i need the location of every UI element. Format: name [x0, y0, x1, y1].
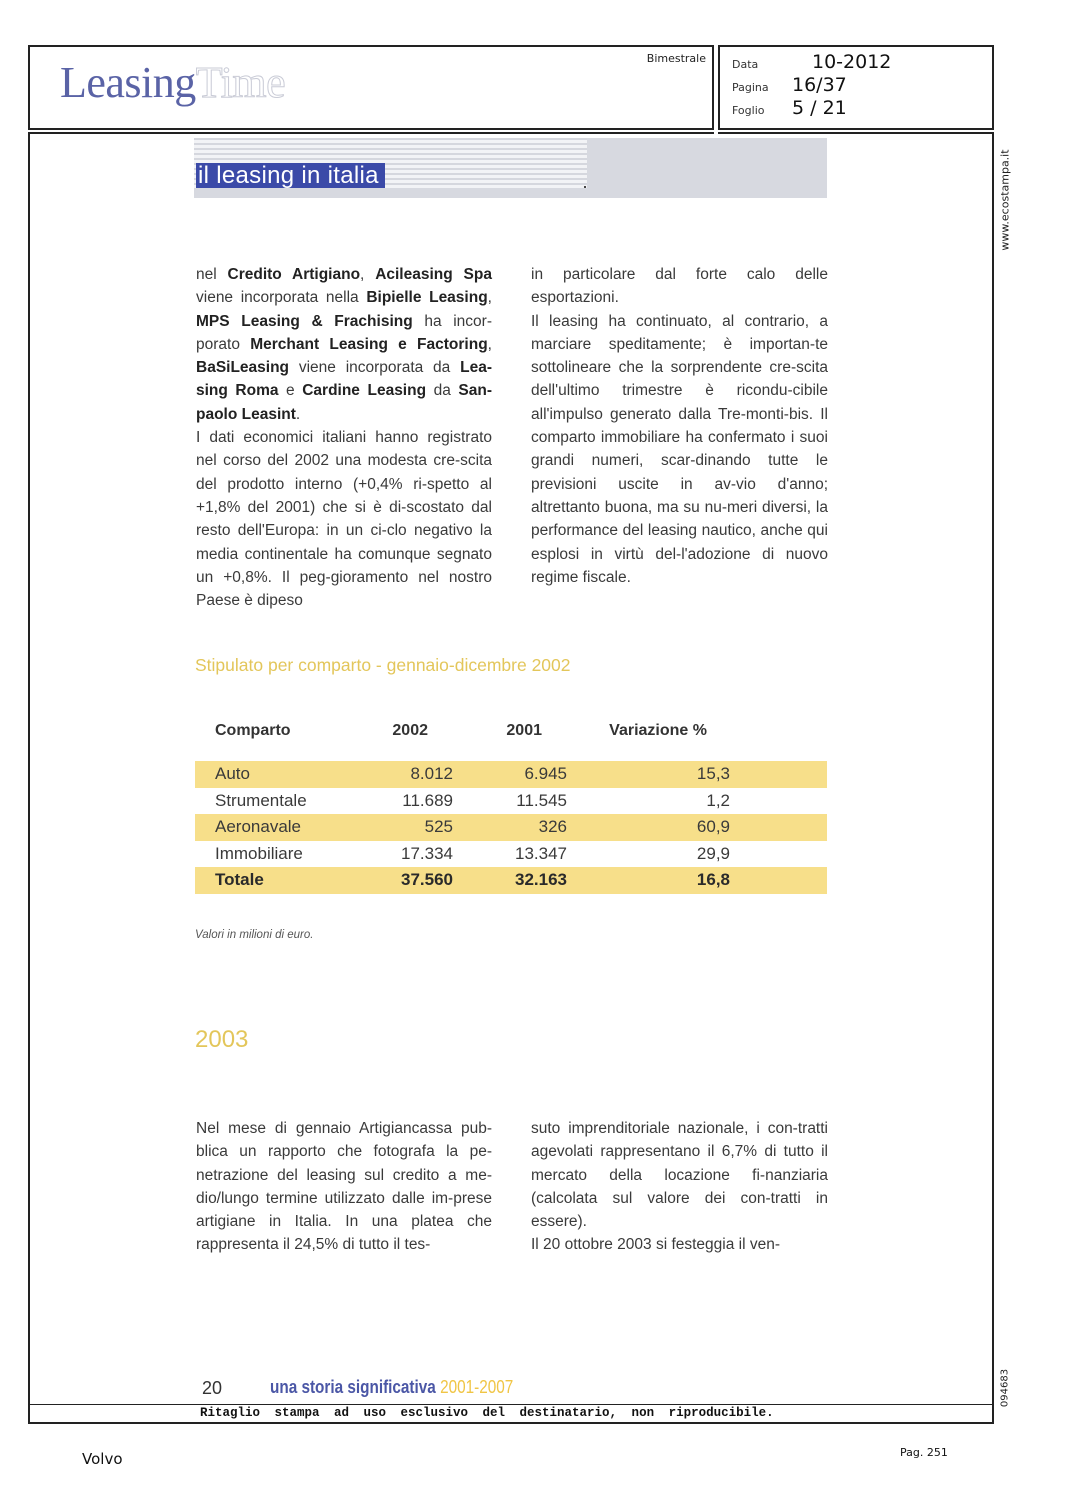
table-row [195, 788, 827, 815]
frequency-label: Bimestrale [646, 52, 706, 65]
cell-variazione: 16,8 [696, 870, 730, 890]
text-run: viene incorporata nella [196, 289, 367, 307]
meta-date [732, 51, 891, 73]
publication-logo [60, 58, 286, 107]
paragraph-artigiancassa: Nel mese di gennaio Artigiancassa pub-blica un rapporto che fotografa la pe-netrazione del leasing sul credito a me-dio/lungo termine utilizzato dalle im-prese artigiane in Italia. In una platea che rappresenta il 24,5% di tutto il tes- [196, 1120, 492, 1254]
article2-column-left [196, 1117, 492, 1257]
header-meta-box [718, 45, 994, 130]
cell-variazione: 1,2 [706, 790, 730, 810]
side-code [996, 1365, 1014, 1410]
clip-notice: Ritaglio stampa ad uso esclusivo del destinatario, non riproducibile. [200, 1406, 774, 1420]
table-total-row [195, 867, 827, 894]
cell-2002: 17.334 [401, 843, 453, 863]
year-heading: 2003 [195, 1026, 249, 1053]
header-comparto: Comparto [215, 722, 291, 739]
section-title: il leasing in italia [196, 163, 385, 188]
page-number: 20 [202, 1378, 223, 1398]
text-run: , [360, 266, 376, 283]
company-name: BaSiLeasing [196, 359, 290, 377]
cell-2002: 11.689 [402, 790, 453, 810]
table-row [195, 761, 827, 788]
text-run: viene incorporata da [289, 359, 461, 377]
table-header-row [195, 719, 827, 743]
text-run: . [295, 405, 301, 423]
cell-2002: 8.012 [410, 764, 453, 784]
table-row [195, 814, 827, 841]
company-name: Acileasing Spa [375, 266, 492, 283]
company-name: San-paolo Leasint [196, 382, 493, 423]
meta-page-label: Pagina [732, 81, 769, 94]
series-name: una storia significativa [270, 1377, 436, 1397]
cell-variazione: 60,9 [696, 817, 730, 837]
text-run: e [278, 382, 303, 400]
paragraph-ottobre: Il 20 ottobre 2003 si festeggia il ven- [531, 1236, 781, 1254]
client-name: Volvo [82, 1450, 123, 1468]
cell-variazione: 29,9 [696, 843, 730, 863]
logo-leasing: Leasing [60, 58, 196, 107]
article2-column-right [531, 1117, 828, 1257]
meta-sheet-value: 5 / 21 [792, 97, 847, 119]
cell-comparto: Totale [215, 870, 264, 890]
company-name: Bipielle Leasing [366, 289, 488, 307]
text-run: , [487, 289, 492, 307]
side-url-text: www.ecostampa.it [998, 149, 1012, 251]
cell-2001: 6.945 [524, 764, 567, 784]
company-name: MPS Leasing & Frachising [196, 312, 413, 330]
header-2002: 2002 [392, 722, 428, 739]
series-years: 2001-2007 [440, 1377, 514, 1397]
paragraph-leasing-growth: Il leasing ha continuato, al contrario, a marciare speditamente; è importan-te sottolineare che la sorprendente cre-scita dell'ultimo trimestre è ricondu-cibile all'impulso generato dalla Tre-monti-bis. Il comparto immobiliare ha confermato i suoi grandi numeri, scar-dinando tutte le previsioni uscite in av-vio d'anno; altrettanto buona, ma su nu-meri diversi, la performance del leasing nautico, anche qui esplosi in virtù del-l'adozione di nuovo regime fiscale. [531, 312, 828, 586]
table-row [195, 841, 827, 868]
side-code-text: 094683 [999, 1368, 1011, 1407]
cell-comparto: Immobiliare [215, 843, 303, 863]
paragraph-economy: I dati economici italiani hanno registrato nel corso del 2002 una modesta cre-scita del prodotto interno (+0,4% ri-spetto al +1,8% del 2001) che si è di-scostato dal resto dell'Europa: in un ci-clo negativo la media continentale ha comunque segnato un +0,8%. Il peg-gioramento nel nostro Paese è dipeso [196, 429, 492, 610]
cell-2001: 13.347 [515, 843, 567, 863]
table-title: Stipulato per comparto - gennaio-dicembre 2002 [195, 655, 571, 675]
meta-sheet [732, 97, 847, 119]
paragraph-companies [196, 263, 492, 426]
header-variazione: Variazione % [609, 722, 707, 739]
header-masthead [28, 45, 714, 130]
meta-page [732, 74, 847, 96]
table-spacer [195, 743, 827, 761]
cell-comparto: Auto [215, 764, 250, 784]
header-spacer [195, 719, 215, 743]
header-2001: 2001 [506, 722, 542, 739]
banner-dot [584, 186, 586, 188]
company-name: Cardine Leasing [302, 382, 427, 400]
cell-variazione: 15,3 [696, 764, 730, 784]
cell-2001: 326 [538, 817, 567, 837]
company-name: Credito Artigiano [227, 266, 361, 283]
table-note: Valori in milioni di euro. [195, 929, 314, 941]
company-name: Lea-sing Roma [196, 359, 492, 400]
cell-2002: 525 [424, 817, 453, 837]
cell-2002: 37.560 [401, 870, 453, 890]
page-ref: Pag. 251 [900, 1446, 948, 1459]
logo-time: Time [195, 58, 286, 107]
meta-page-value: 16/37 [792, 74, 847, 96]
divider [30, 1404, 992, 1405]
text-run: da [426, 382, 459, 400]
text-run: ha incor-porato [196, 312, 492, 353]
cell-comparto: Aeronavale [215, 817, 302, 837]
text-run: nel [196, 266, 228, 283]
meta-date-value: 10-2012 [812, 51, 892, 73]
cell-2001: 32.163 [515, 870, 567, 890]
cell-2001: 11.545 [516, 790, 567, 810]
side-url [996, 145, 1014, 255]
paragraph-contratti: suto imprenditoriale nazionale, i con-tratti agevolati rappresentano il 6,7% di tutto il mercato della locazione fi-nanziaria (calcolata sul valore dei con-tratti in essere). [531, 1120, 828, 1231]
meta-sheet-label: Foglio [732, 104, 765, 117]
paragraph-exports: in particolare dal forte calo delle esportazioni. [531, 266, 828, 307]
series-title [270, 1377, 513, 1398]
cell-comparto: Strumentale [215, 790, 307, 810]
article-column-right [531, 263, 828, 589]
company-name: Merchant Leasing e Factoring [250, 335, 488, 353]
article-column-left [196, 263, 492, 612]
section-banner [194, 138, 827, 198]
text-run: , [487, 335, 492, 353]
meta-date-label: Data [732, 58, 759, 71]
stipulato-table [195, 719, 827, 894]
